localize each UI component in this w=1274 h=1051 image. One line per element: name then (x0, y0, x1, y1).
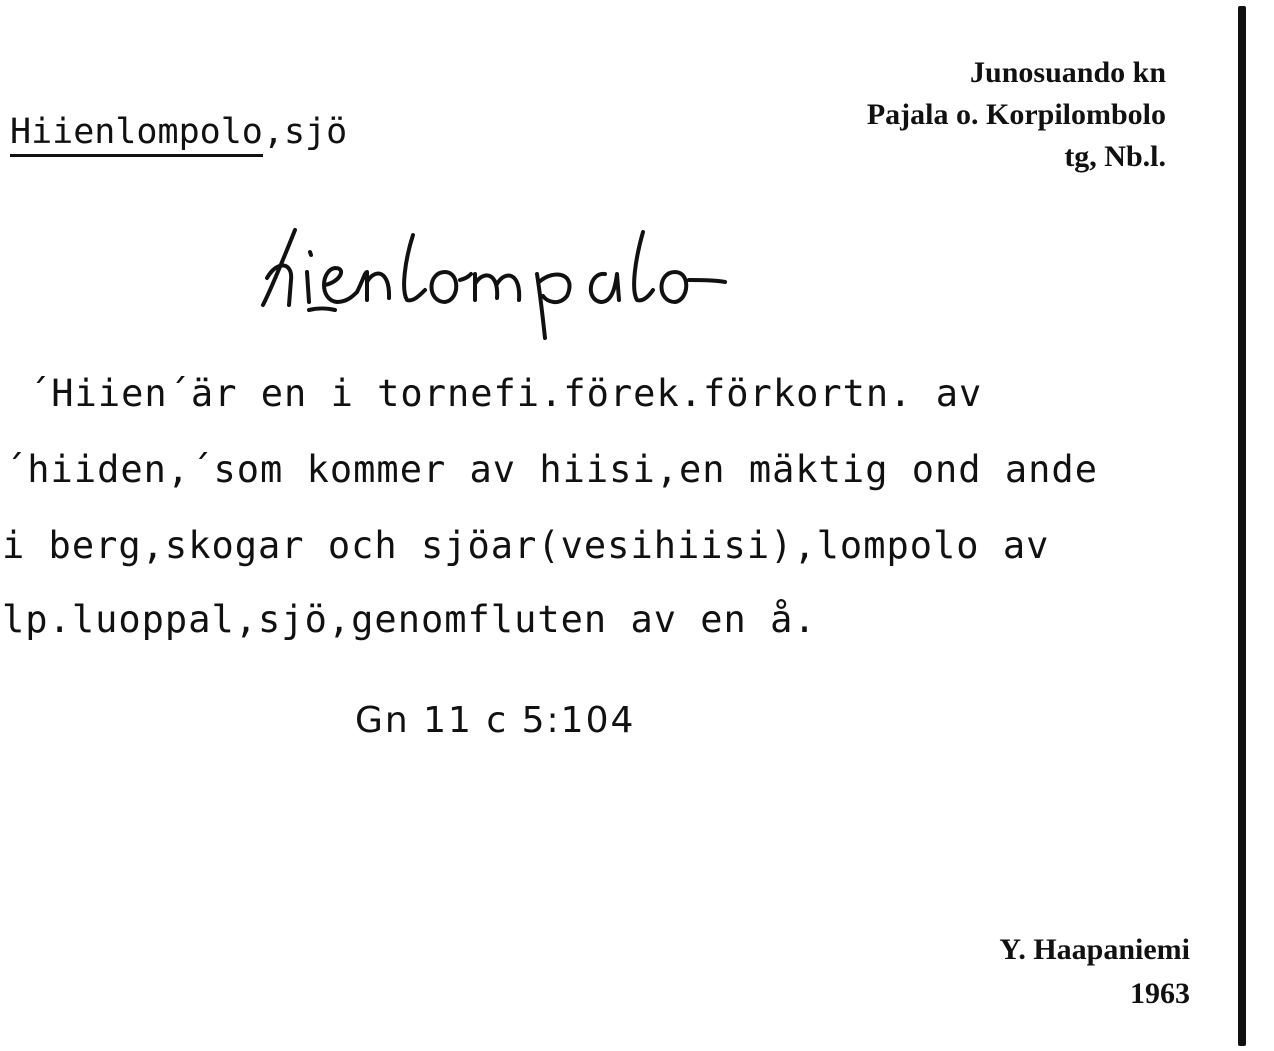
location-line-2: Pajala o. Korpilombolo (866, 98, 1166, 131)
year: 1963 (1130, 977, 1190, 1010)
headword-line (10, 112, 347, 152)
archive-reference: Gn 11 c 5:104 (355, 700, 636, 741)
location-block (760, 52, 1166, 178)
handwritten-name (255, 210, 915, 340)
body-line-2: ´hiiden,´som kommer av hiisi,en mäktig ond ande (4, 448, 1098, 491)
headword: Hiienlompolo (10, 112, 263, 157)
signature-block (880, 928, 1190, 1016)
headword-suffix: ,sjö (262, 112, 348, 152)
card-edge-line (1238, 6, 1246, 1046)
body-line-4: lp.luoppal,sjö,genomfluten av en å. (2, 598, 817, 641)
body-line-1: ´Hiien´är en i tornefi.förek.förkortn. av (28, 372, 983, 415)
body-line-3: i berg,skogar och sjöar(vesihiisi),lompolo av (2, 524, 1050, 567)
location-line-3: tg, Nb.l. (1064, 140, 1166, 173)
author-name: Y. Haapaniemi (999, 933, 1190, 966)
location-line-1: Junosuando kn (970, 56, 1166, 89)
